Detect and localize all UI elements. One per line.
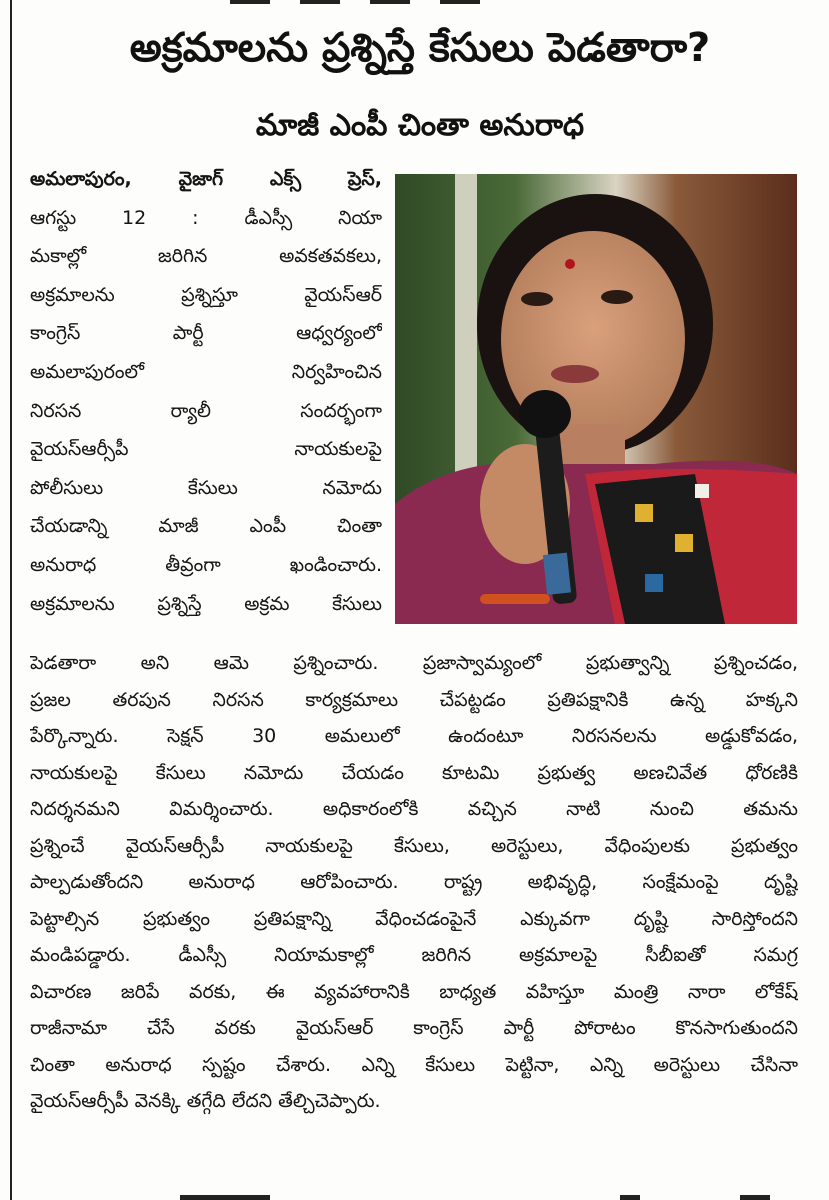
microphone-band	[543, 553, 571, 595]
body-line: చింతా అనురాధ స్పష్టం చేశారు. ఎన్ని కేసులు పెట్టినా, ఎన్ని అరెస్టులు చేసినా	[30, 1053, 798, 1076]
photo-illustration	[395, 174, 797, 624]
body-line: వైయస్ఆర్సీపీ వెనక్కి తగ్గేది లేదని తేల్చిచెప్పారు.	[30, 1090, 381, 1112]
article-subheadline: మాజీ ఎంపీ చింతా అనురాధ	[255, 108, 585, 143]
sari-motif-2	[675, 534, 693, 552]
body-line: అమలాపురంలో నిర్వహించిన	[30, 360, 382, 383]
bangle	[480, 594, 550, 604]
body-line: చేయడాన్ని మాజీ ఎంపీ చింతా	[30, 515, 382, 538]
body-line: ఆగస్టు 12 : డీఎస్సీ నియా	[30, 206, 382, 229]
body-line: పోలీసులు కేసులు నమోదు	[30, 476, 382, 499]
speaker-photo	[395, 174, 797, 624]
body-line: ప్రజల తరపున నిరసన కార్యక్రమాలు చేపట్టడం ప్రతిపక్షానికి ఉన్న హక్కని	[30, 688, 798, 711]
body-line: అక్రమాలను ప్రశ్నిస్తే అక్రమ కేసులు	[30, 592, 382, 615]
cropped-text-fragment-bottom	[20, 1192, 820, 1200]
article-body-full-width	[30, 645, 798, 1120]
body-line: నిదర్శనమని విమర్శించారు. అధికారంలోకి వచ్చిన నాటి నుంచి తమను	[30, 798, 798, 820]
body-line: నిరసన ర్యాలీ సందర్భంగా	[30, 399, 382, 422]
body-line: మండిపడ్డారు. డీఎస్సీ నియామకాల్లో జరిగిన అక్రమాలపై సీబీఐతో సమగ్ర	[30, 944, 798, 966]
body-line: అనురాధ తీవ్రంగా ఖండించారు.	[30, 553, 382, 576]
sari-motif-3	[645, 574, 663, 592]
sari-motif-1	[635, 504, 653, 522]
body-line: ప్రశ్నించే వైయస్ఆర్సీపీ నాయకులపై కేసులు, అరెస్టులు, వేధింపులకు ప్రభుత్వం	[30, 834, 798, 857]
column-rule	[10, 0, 12, 1200]
body-line: పేర్కొన్నారు. సెక్షన్ 30 అమలులో ఉందంటూ నిరసనలను అడ్డుకోవడం,	[30, 725, 798, 747]
sari-motif-4	[695, 484, 709, 498]
body-line: పాల్పడుతోందని అనురాధ ఆరోపించారు. రాష్ట్ర అభివృద్ధి, సంక్షేమంపై దృష్టి	[30, 871, 798, 893]
body-line: రాజీనామా చేసే వరకు వైయస్ఆర్ కాంగ్రెస్ పార్టీ పోరాటం కొనసాగుతుందని	[30, 1017, 798, 1039]
body-line: కాంగ్రెస్ పార్టీ ఆధ్వర్యంలో	[30, 322, 382, 345]
bindi	[565, 259, 575, 269]
right-eye	[601, 290, 633, 304]
mouth	[551, 365, 599, 383]
body-line: మకాల్లో జరిగిన అవకతవకలు,	[30, 245, 382, 268]
pillar	[455, 174, 477, 494]
body-line: అమలాపురం, వైజాగ్ ఎక్స్ ప్రెస్,	[30, 168, 382, 190]
article-body-left-column	[30, 160, 382, 623]
microphone-head	[519, 390, 571, 438]
body-line: నాయకులపై కేసులు నమోదు చేయడం కూటమి ప్రభుత్వ అణచివేత ధోరణికి	[30, 761, 798, 784]
body-line: పెట్టాల్సిన ప్రభుత్వం ప్రతిపక్షాన్ని వేధించడంపైనే ఎక్కువగా దృష్టి సారిస్తోందని	[30, 907, 798, 930]
body-line: వైయస్ఆర్సీపీ నాయకులపై	[30, 438, 382, 461]
left-eye	[521, 292, 553, 306]
body-line: అక్రమాలను ప్రశ్నిస్తూ వైయస్ఆర్	[30, 283, 382, 306]
article-headline: అక్రమాలను ప్రశ్నిస్తే కేసులు పెడతారా?	[129, 25, 711, 71]
body-line: విచారణ జరిపే వరకు, ఈ వ్యవహారానికి బాధ్యత వహిస్తూ మంత్రి నారా లోకేష్	[30, 980, 798, 1003]
body-line: పెడతారా అని ఆమె ప్రశ్నించారు. ప్రజాస్వామ్యంలో ప్రభుత్వాన్ని ప్రశ్నించడం,	[30, 652, 798, 674]
